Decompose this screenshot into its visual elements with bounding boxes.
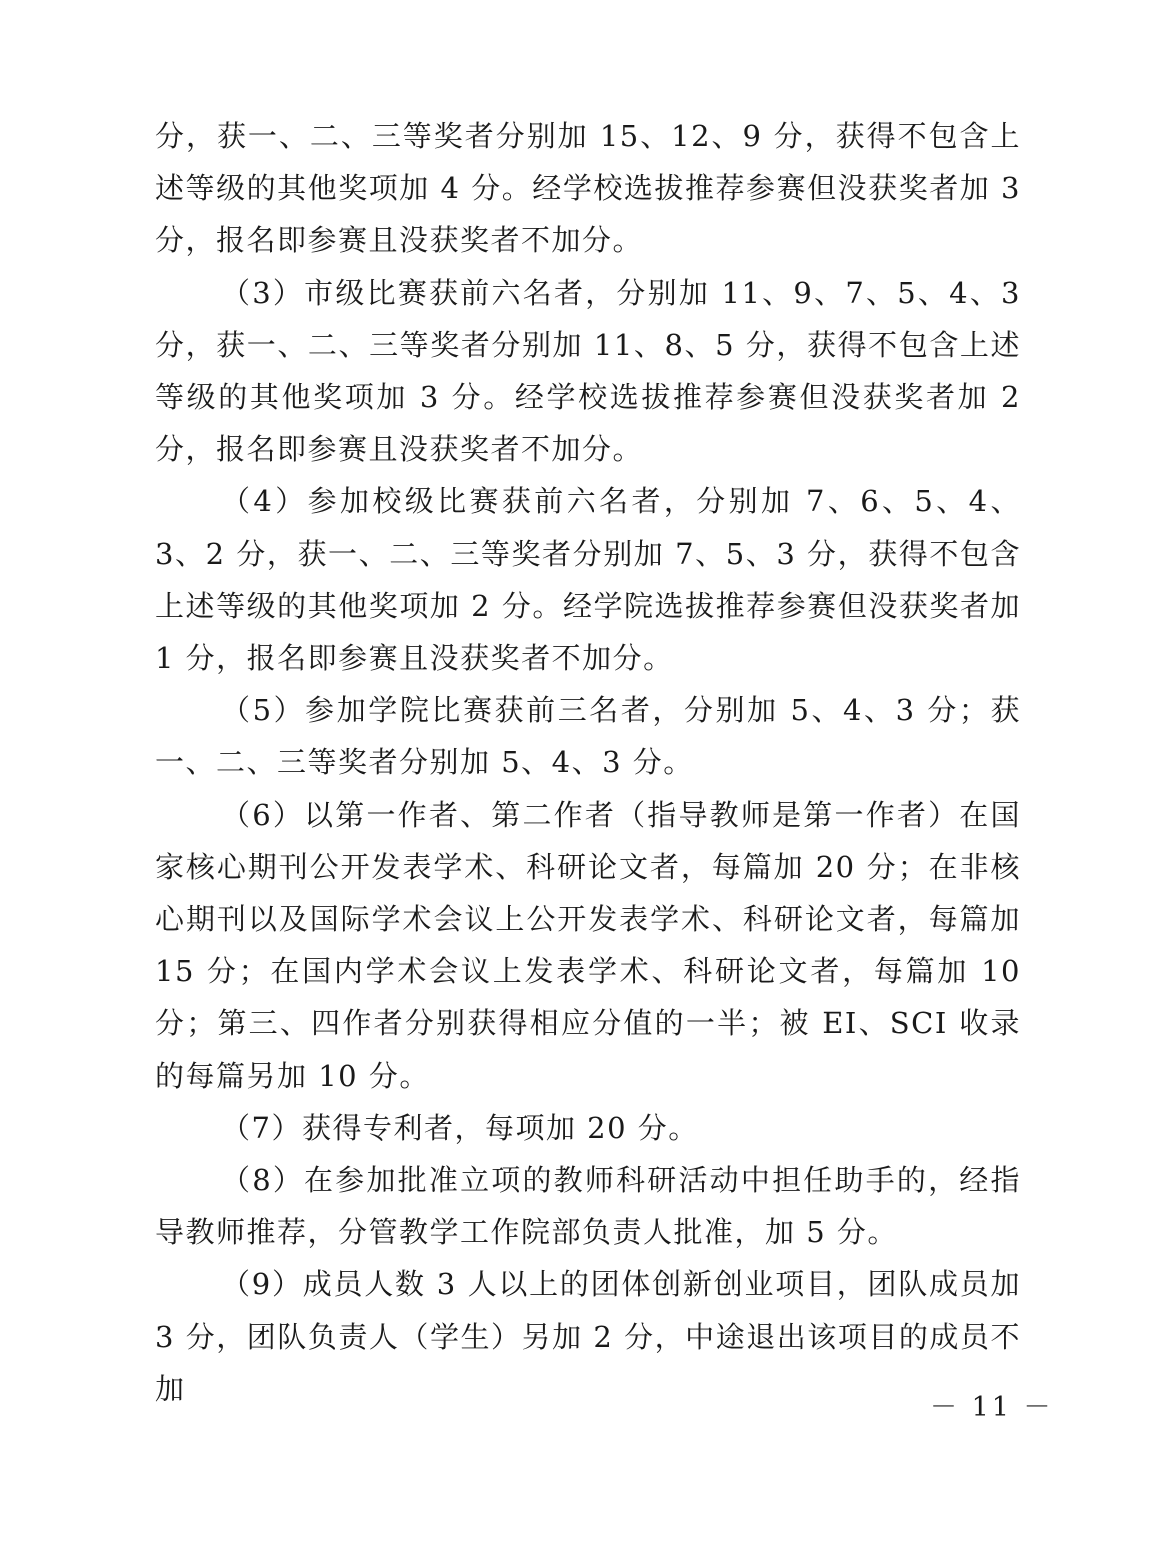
page-number: － 11 － <box>930 1392 1054 1423</box>
paragraph-item-3: （3）市级比赛获前六名者，分别加 11、9、7、5、4、3 分，获一、二、三等奖者分别加 11、8、5 分，获得不包含上述等级的其他奖项加 3 分。经学校选拔推荐参赛但没获奖者加 2 分，报名即参赛且没获奖者不加分。 <box>155 275 1021 467</box>
paragraph-item-9: （9）成员人数 3 人以上的团体创新创业项目，团队成员加 3 分，团队负责人（学生）另加 2 分，中途退出该项目的成员不加 <box>155 1267 1021 1406</box>
paragraph-item-8: （8）在参加批准立项的教师科研活动中担任助手的，经指导教师推荐，分管教学工作院部负责人批准，加 5 分。 <box>155 1163 1021 1250</box>
paragraph-item-5: （5）参加学院比赛获前三名者，分别加 5、4、3 分；获一、二、三等奖者分别加 5、4、3 分。 <box>155 693 1021 780</box>
paragraph-item-7: （7）获得专利者，每项加 20 分。 <box>221 1110 699 1145</box>
document-body <box>155 110 1021 1415</box>
paragraph-item-4: （4）参加校级比赛获前六名者，分别加 7、6、5、4、3、2 分，获一、二、三等奖者分别加 7、5、3 分，获得不包含上述等级的其他奖项加 2 分。经学院选拔推荐参赛但没获奖者加 1 分，报名即参赛且没获奖者不加分。 <box>155 484 1021 676</box>
paragraph-continuation: 分，获一、二、三等奖者分别加 15、12、9 分，获得不包含上述等级的其他奖项加 4 分。经学校选拔推荐参赛但没获奖者加 3 分，报名即参赛且没获奖者不加分。 <box>155 119 1021 258</box>
paragraph-item-6: （6）以第一作者、第二作者（指导教师是第一作者）在国家核心期刊公开发表学术、科研论文者，每篇加 20 分；在非核心期刊以及国际学术会议上公开发表学术、科研论文者，每篇加 15 分；在国内学术会议上发表学术、科研论文者，每篇加 10 分；第三、四作者分别获得相应分值的一半；被 EI、SCI 收录的每篇另加 10 分。 <box>155 797 1021 1093</box>
